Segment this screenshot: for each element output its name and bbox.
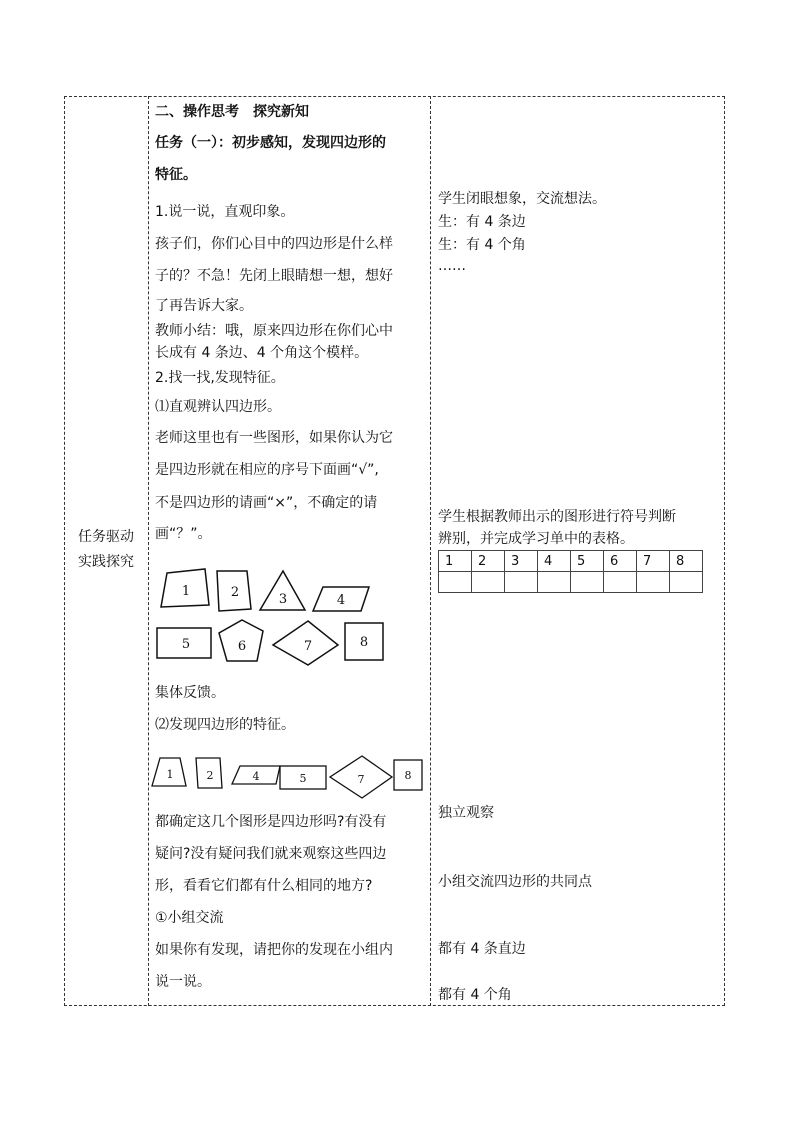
student-answer: 生：有 4 条边 [438,214,526,230]
student-answer: …… [438,258,466,274]
shape-1-label: 1 [181,584,191,599]
table-cell [670,572,703,593]
table-header-cell: 2 [472,551,505,572]
shape-3-label: 3 [278,592,288,607]
student-activity: 小组交流四边形的共同点 [438,874,592,890]
student-activity: 学生闭眼想象，交流想法。 [438,191,606,207]
column-divider [148,96,149,1006]
paragraph-line: 形，看看它们都有什么相同的地方? [155,878,373,894]
quad-1-label: 1 [166,768,174,781]
table-header-cell: 5 [571,551,604,572]
sub-heading: ⑵发现四边形的特征。 [155,717,295,733]
sub-heading: ⑴直观辨认四边形。 [155,399,281,415]
student-answer: 生：有 4 个角 [438,237,526,253]
quad-7-label: 7 [357,773,365,786]
paragraph-line: 子的？不急！先闭上眼睛想一想，想好 [155,268,393,284]
paragraph-line: 了再告诉大家。 [155,298,253,314]
student-answer: 都有 4 条直边 [438,941,526,957]
paragraph-line: 是四边形就在相应的序号下面画“√”, [155,462,379,478]
paragraph-line: 孩子们，你们心目中的四边形是什么样 [155,236,393,252]
shape-8-label: 8 [359,635,369,650]
paragraph-line: 长成有 4 条边、4 个角这个模样。 [155,345,369,361]
table-header-cell: 6 [604,551,637,572]
table-header-cell: 4 [538,551,571,572]
paragraph-line: 老师这里也有一些图形，如果你认为它 [155,430,393,446]
sub-heading: ①小组交流 [155,910,224,926]
student-activity: 辨别，并完成学习单中的表格。 [438,531,634,547]
table-header-cell: 1 [439,551,472,572]
table-header-cell: 8 [670,551,703,572]
table-header-cell: 3 [505,551,538,572]
column-divider [430,96,431,1006]
student-activity: 独立观察 [438,805,494,821]
table-cell [505,572,538,593]
table-row [439,551,703,572]
table-cell [538,572,571,593]
stage-label: 任务驱动 实践探究 [78,529,134,570]
paragraph-line: 教师小结：哦，原来四边形在你们心中 [155,323,393,339]
quad-4-label: 4 [252,770,260,783]
shape-7-label: 7 [303,639,313,654]
quad-8-label: 8 [404,769,412,782]
student-activity: 学生根据教师出示的图形进行符号判断 [438,509,676,525]
table-cell [439,572,472,593]
task-title: 任务（一）：初步感知，发现四边形的 [155,135,386,151]
table-cell [637,572,670,593]
shape-6-label: 6 [237,639,247,654]
table-cell [604,572,637,593]
quad-5-label: 5 [299,772,307,785]
paragraph-line: 不是四边形的请画“×”，不确定的请 [155,495,378,511]
shape-5-label: 5 [181,637,191,652]
paragraph-line: 说一说。 [155,974,211,990]
answer-table [438,550,703,593]
section-title: 二、操作思考 探究新知 [155,104,309,120]
paragraph-line: 集体反馈。 [155,685,225,701]
table-header-cell: 7 [637,551,670,572]
quadrilaterals-figure [150,752,428,800]
quad-2-label: 2 [206,769,214,782]
shapes-figure [155,565,425,670]
shape-4-label: 4 [336,593,346,608]
table-row [439,572,703,593]
table-cell [571,572,604,593]
paragraph-line: 都确定这几个图形是四边形吗?有没有 [155,814,387,830]
task-title-cont: 特征。 [155,167,197,183]
step-heading: 2.找一找,发现特征。 [155,370,285,386]
student-answer: 都有 4 个角 [438,987,512,1003]
paragraph-line: 如果你有发现，请把你的发现在小组内 [155,942,393,958]
step-heading: 1.说一说，直观印象。 [155,204,295,220]
shape-2-label: 2 [230,585,240,600]
paragraph-line: 疑问?没有疑问我们就来观察这些四边 [155,846,387,862]
table-cell [472,572,505,593]
paragraph-line: 画“？”。 [155,526,212,542]
